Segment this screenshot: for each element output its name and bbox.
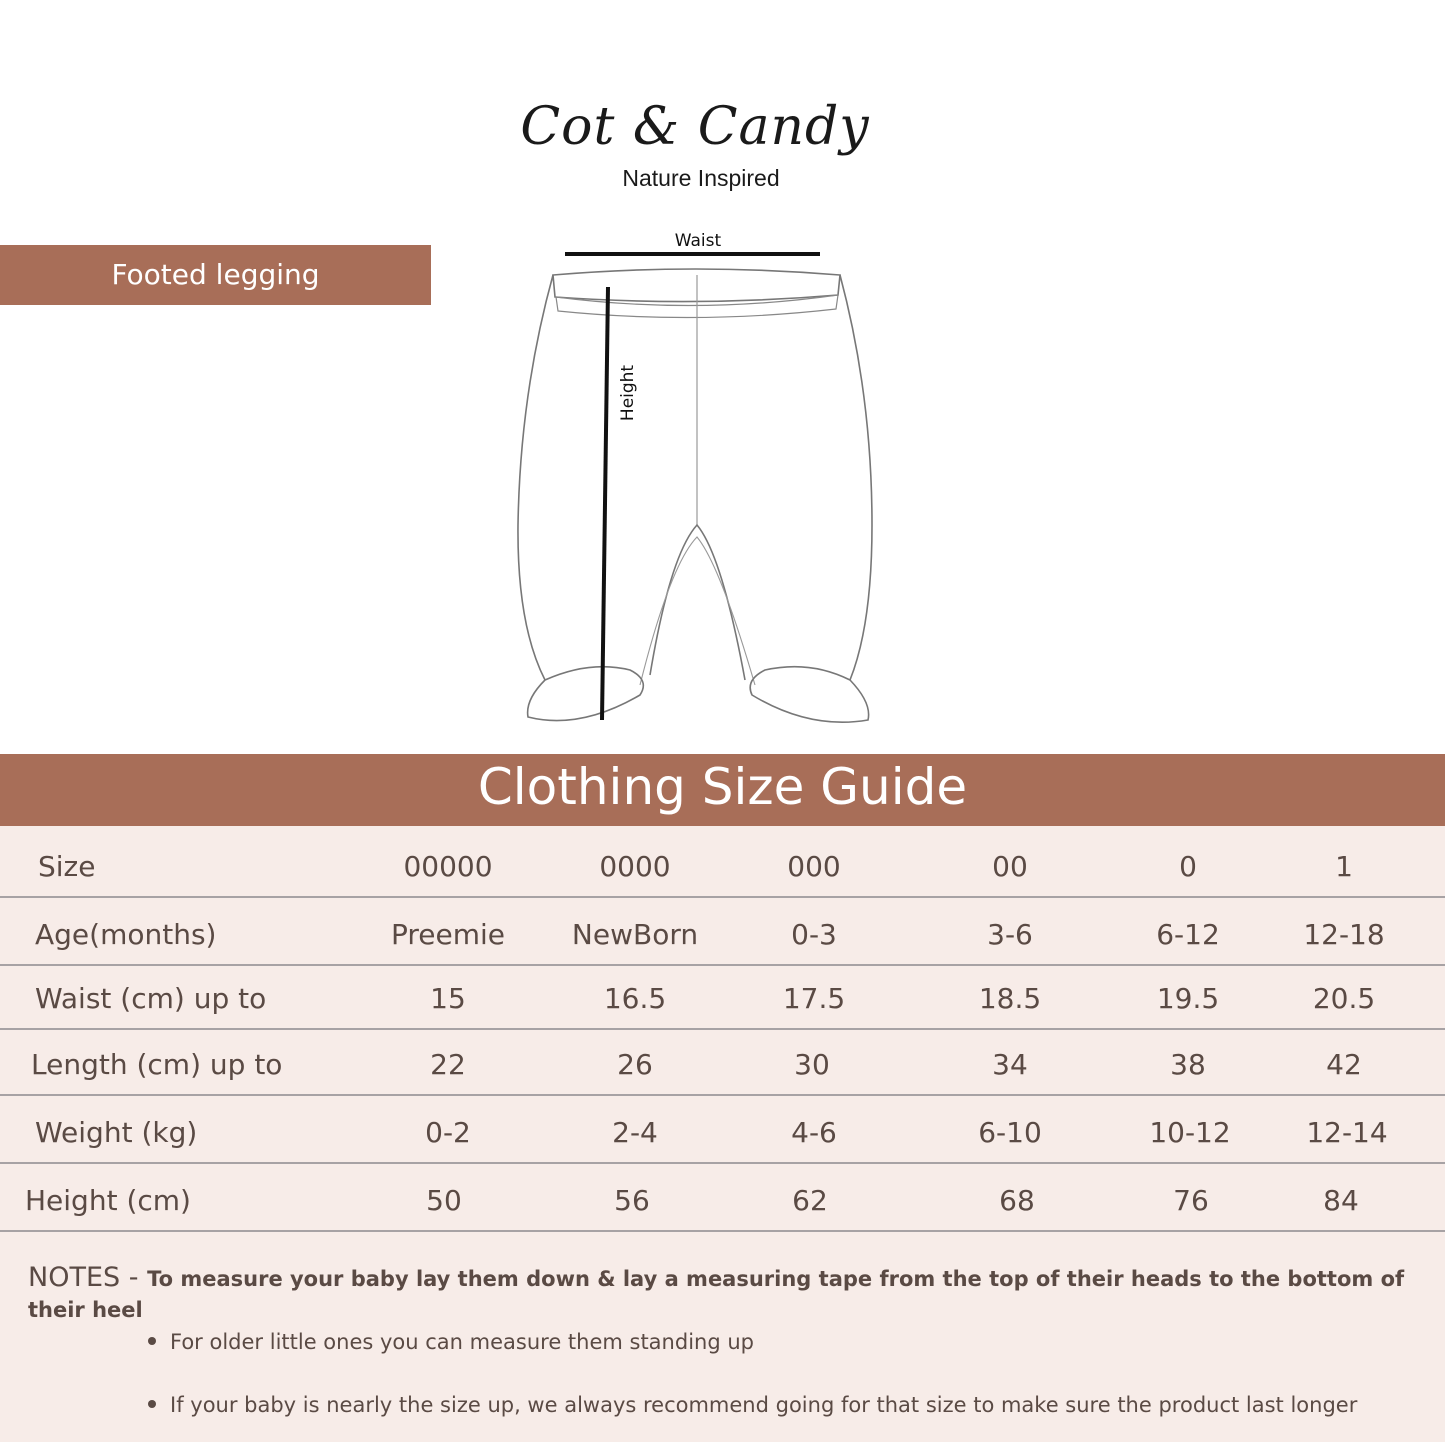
table-row [0, 1166, 1445, 1232]
table-cell: 12-18 [1303, 918, 1385, 951]
row-label: Size [38, 850, 96, 883]
table-cell: 0 [1179, 850, 1197, 883]
row-label: Waist (cm) up to [35, 982, 267, 1015]
table-cell: 15 [430, 982, 466, 1015]
table-cell: 20.5 [1312, 982, 1376, 1015]
table-row [0, 964, 1445, 1030]
notes-section [28, 1262, 1428, 1324]
table-cell: 17.5 [782, 982, 846, 1015]
table-cell: 0-3 [791, 918, 837, 951]
waist-label: Waist [674, 231, 722, 251]
table-cell: 2-4 [612, 1116, 658, 1149]
table-row [0, 900, 1445, 966]
height-measure-line [602, 287, 608, 720]
product-label: Footed legging [0, 245, 431, 305]
table-cell: 50 [426, 1184, 462, 1217]
table-cell: 0000 [599, 850, 671, 883]
table-cell: 12-14 [1306, 1116, 1388, 1149]
brand-name: Cot & Candy [520, 97, 870, 157]
bullet-dot-icon [148, 1337, 156, 1345]
table-cell: 62 [792, 1184, 828, 1217]
table-cell: 10-12 [1149, 1116, 1231, 1149]
table-cell: 3-6 [987, 918, 1033, 951]
row-label: Length (cm) up to [31, 1048, 283, 1081]
table-cell: 56 [614, 1184, 650, 1217]
table-cell: 6-10 [978, 1116, 1042, 1149]
table-cell: 42 [1326, 1048, 1362, 1081]
legging-diagram [500, 225, 900, 735]
bullet-text: For older little ones you can measure them standing up [170, 1330, 754, 1354]
table-cell: NewBorn [571, 918, 699, 951]
table-cell: 26 [617, 1048, 653, 1081]
table-cell: 6-12 [1156, 918, 1220, 951]
notes-heading: NOTES - [28, 1262, 148, 1293]
table-cell: 68 [999, 1184, 1035, 1217]
row-label: Age(months) [35, 918, 217, 951]
notes-bullet [148, 1393, 1357, 1417]
notes-bullet [148, 1330, 754, 1354]
table-row [0, 1030, 1445, 1096]
table-cell: 00000 [403, 850, 493, 883]
table-cell: 00 [992, 850, 1028, 883]
table-cell: 000 [787, 850, 841, 883]
table-cell: 76 [1173, 1184, 1209, 1217]
table-cell: 34 [992, 1048, 1028, 1081]
table-cell: 30 [794, 1048, 830, 1081]
table-cell: 18.5 [978, 982, 1042, 1015]
table-cell: 19.5 [1156, 982, 1220, 1015]
size-guide-title: Clothing Size Guide [0, 754, 1445, 826]
table-cell: 22 [430, 1048, 466, 1081]
table-cell: 16.5 [603, 982, 667, 1015]
brand-logo [520, 95, 870, 192]
table-cell: 1 [1335, 850, 1353, 883]
row-label: Weight (kg) [35, 1116, 198, 1149]
bullet-text: If your baby is nearly the size up, we always recommend going for that size to make sure the product last longer [170, 1393, 1358, 1417]
table-cell: 38 [1170, 1048, 1206, 1081]
table-row [0, 832, 1445, 898]
brand-tagline: Nature Inspired [622, 165, 780, 191]
table-row [0, 1098, 1445, 1164]
height-label: Height [618, 364, 638, 422]
bullet-dot-icon [148, 1400, 156, 1408]
table-cell: 4-6 [791, 1116, 837, 1149]
table-cell: Preemie [390, 918, 506, 951]
notes-main-text: To measure your baby lay them down & lay a measuring tape from the top of their heads to the bottom of their heel [28, 1267, 1405, 1322]
row-label: Height (cm) [25, 1184, 191, 1217]
table-cell: 0-2 [425, 1116, 471, 1149]
table-cell: 84 [1323, 1184, 1359, 1217]
